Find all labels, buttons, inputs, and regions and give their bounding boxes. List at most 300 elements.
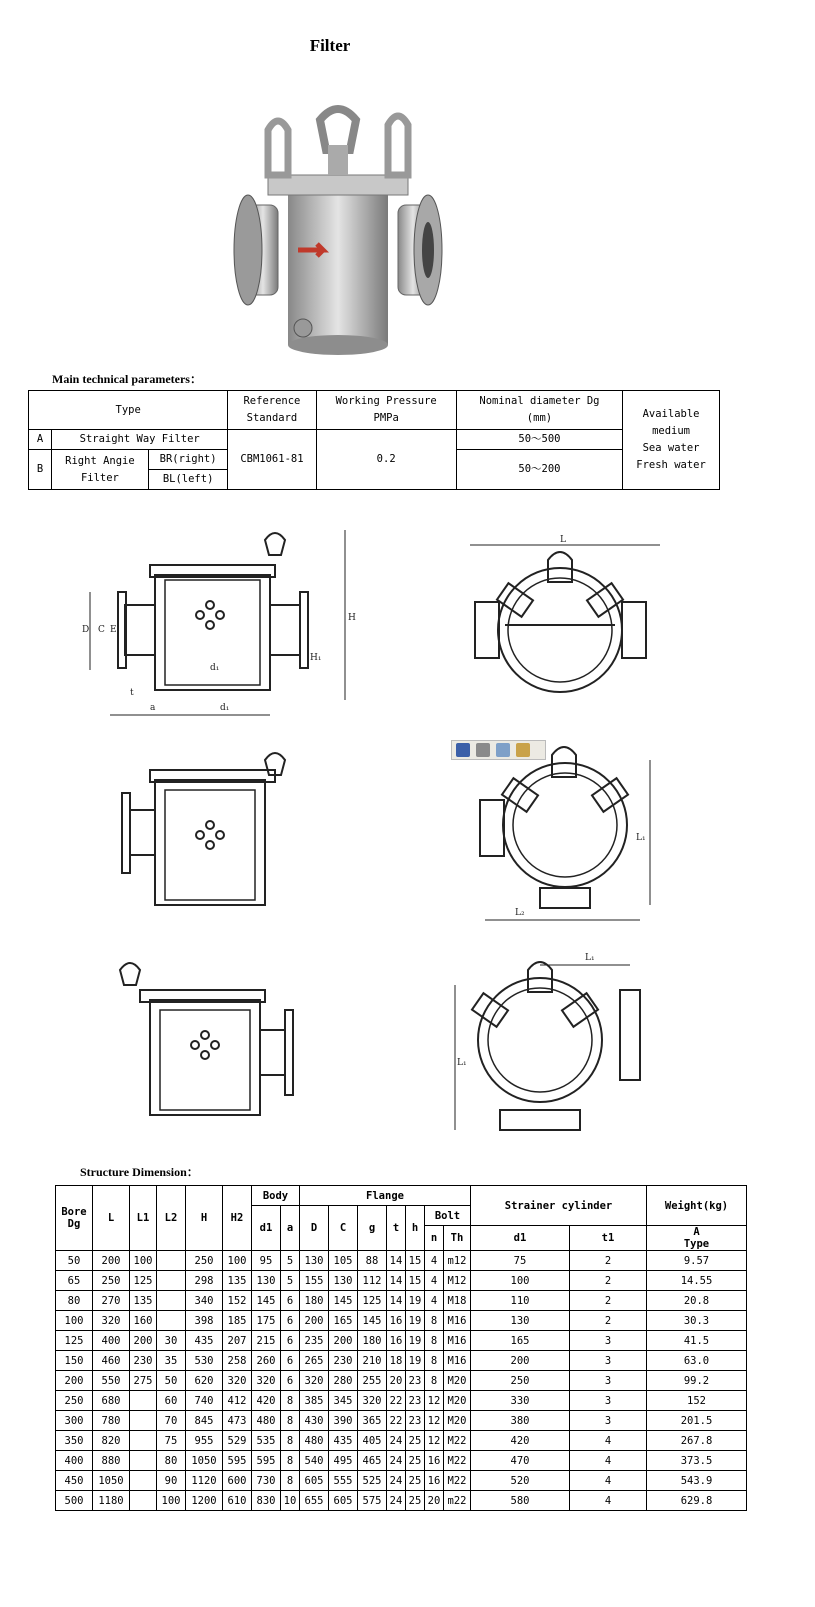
table-cell: 180 xyxy=(358,1331,387,1351)
table-cell: 95 xyxy=(252,1251,281,1271)
bolt-header: Bolt xyxy=(425,1206,471,1226)
table-cell: 820 xyxy=(93,1431,130,1451)
table-cell: 14 xyxy=(387,1271,406,1291)
table-cell: 1200 xyxy=(186,1491,223,1511)
save-icon[interactable] xyxy=(456,743,470,757)
table-cell: 450 xyxy=(56,1471,93,1491)
table-cell: 215 xyxy=(252,1331,281,1351)
table-cell: 473 xyxy=(223,1411,252,1431)
table-cell xyxy=(157,1311,186,1331)
table-cell: 280 xyxy=(329,1371,358,1391)
table-cell: 14.55 xyxy=(647,1271,747,1291)
flange-C-header: C xyxy=(329,1206,358,1251)
table-cell: 14 xyxy=(387,1251,406,1271)
table-cell: 100 xyxy=(56,1311,93,1331)
table-cell: 30.3 xyxy=(647,1311,747,1331)
table-cell: 15 xyxy=(406,1271,425,1291)
table-cell: 5 xyxy=(281,1271,300,1291)
ref-header: Reference Standard xyxy=(228,391,316,430)
table-cell: 200 xyxy=(329,1331,358,1351)
table-cell: 845 xyxy=(186,1411,223,1431)
table-cell: 19 xyxy=(406,1331,425,1351)
table-cell: 405 xyxy=(358,1431,387,1451)
table-cell: 398 xyxy=(186,1311,223,1331)
table-cell: 180 xyxy=(300,1291,329,1311)
type-header: Type xyxy=(29,391,228,430)
table-row xyxy=(56,1451,747,1471)
table-cell: 16 xyxy=(425,1451,444,1471)
table-row xyxy=(56,1291,747,1311)
table-cell: 880 xyxy=(93,1451,130,1471)
body-d1-header: d1 xyxy=(252,1206,281,1251)
table-cell: 605 xyxy=(300,1471,329,1491)
table-cell: 4 xyxy=(570,1431,647,1451)
table-cell: 780 xyxy=(93,1411,130,1431)
table-cell: 88 xyxy=(358,1251,387,1271)
type-a-header: A Type xyxy=(647,1226,747,1251)
table-cell: 3 xyxy=(570,1411,647,1431)
table-cell: 8 xyxy=(281,1411,300,1431)
wp-header: Working Pressure PMPa xyxy=(316,391,456,430)
table-cell xyxy=(130,1391,157,1411)
table-cell: 230 xyxy=(329,1351,358,1371)
table-cell: 8 xyxy=(425,1311,444,1331)
table-cell: 125 xyxy=(130,1271,157,1291)
table-cell: 130 xyxy=(252,1271,281,1291)
table-cell: 6 xyxy=(281,1331,300,1351)
body-header: Body xyxy=(252,1186,300,1206)
table-cell: 80 xyxy=(157,1451,186,1471)
table-cell: 8 xyxy=(281,1391,300,1411)
table-cell: 75 xyxy=(157,1431,186,1451)
params-label: Main technical parameters： xyxy=(52,372,202,386)
table-cell: 4 xyxy=(570,1451,647,1471)
table-cell: 25 xyxy=(406,1431,425,1451)
table-cell: 65 xyxy=(56,1271,93,1291)
table-cell: 535 xyxy=(252,1431,281,1451)
table-cell: 600 xyxy=(223,1471,252,1491)
row-b-code: B xyxy=(29,450,52,490)
table-cell: 63.0 xyxy=(647,1351,747,1371)
svg-text:t: t xyxy=(130,688,134,698)
technical-parameters-table xyxy=(28,390,720,490)
table-cell: 23 xyxy=(406,1391,425,1411)
table-cell: 275 xyxy=(130,1371,157,1391)
table-cell: 30 xyxy=(157,1331,186,1351)
table-cell xyxy=(157,1251,186,1271)
table-cell: 680 xyxy=(93,1391,130,1411)
table-cell: 250 xyxy=(186,1251,223,1271)
table-row xyxy=(56,1391,747,1411)
table-cell: 430 xyxy=(300,1411,329,1431)
table-cell: 6 xyxy=(281,1371,300,1391)
L1-header: L1 xyxy=(130,1186,157,1251)
table-cell: 400 xyxy=(56,1451,93,1471)
table-cell: 125 xyxy=(56,1331,93,1351)
table-cell: 4 xyxy=(570,1471,647,1491)
pdf-toolbar xyxy=(451,740,546,760)
table-cell: 20 xyxy=(425,1491,444,1511)
table-cell: 8 xyxy=(281,1451,300,1471)
table-row xyxy=(56,1411,747,1431)
table-cell: 201.5 xyxy=(647,1411,747,1431)
table-cell: 6 xyxy=(281,1351,300,1371)
page-title: Filter xyxy=(309,36,351,55)
table-cell: 15 xyxy=(406,1251,425,1271)
table-cell xyxy=(130,1451,157,1471)
table-cell: 390 xyxy=(329,1411,358,1431)
svg-text:H₁: H₁ xyxy=(310,653,322,663)
table-cell: 152 xyxy=(223,1291,252,1311)
table-cell: 1120 xyxy=(186,1471,223,1491)
table-cell: 320 xyxy=(223,1371,252,1391)
table-cell xyxy=(157,1291,186,1311)
table-cell: 12 xyxy=(425,1411,444,1431)
table-cell: 5 xyxy=(281,1251,300,1271)
table-cell: 520 xyxy=(471,1471,570,1491)
table-cell: m22 xyxy=(444,1491,471,1511)
ref-value: CBM1061-81 xyxy=(228,430,316,490)
row-a-dg: 50～500 xyxy=(456,430,622,450)
table-cell: 955 xyxy=(186,1431,223,1451)
table-cell: 24 xyxy=(387,1471,406,1491)
table-cell: 8 xyxy=(425,1351,444,1371)
table-cell: 99.2 xyxy=(647,1371,747,1391)
straight-filter-top-view xyxy=(460,530,670,720)
table-cell: 2 xyxy=(570,1251,647,1271)
table-cell: 320 xyxy=(358,1391,387,1411)
table-cell: 740 xyxy=(186,1391,223,1411)
table-cell: 605 xyxy=(329,1491,358,1511)
svg-text:E: E xyxy=(110,625,117,635)
table-cell: 19 xyxy=(406,1291,425,1311)
right-angle-filter-top-view-bl xyxy=(445,945,660,1140)
table-row xyxy=(56,1351,747,1371)
mail-icon[interactable] xyxy=(496,743,510,757)
table-cell: 165 xyxy=(471,1331,570,1351)
svg-text:H: H xyxy=(348,613,356,623)
table-cell: 35 xyxy=(157,1351,186,1371)
svg-text:d₁: d₁ xyxy=(220,703,230,713)
structure-dimension-table xyxy=(55,1185,747,1511)
svg-text:L₂: L₂ xyxy=(515,908,525,918)
table-cell: 550 xyxy=(93,1371,130,1391)
table-cell: 435 xyxy=(186,1331,223,1351)
table-row xyxy=(56,1311,747,1331)
table-cell: 25 xyxy=(406,1471,425,1491)
table-cell: 23 xyxy=(406,1411,425,1431)
table-cell: 25 xyxy=(406,1491,425,1511)
table-cell xyxy=(130,1471,157,1491)
table-cell: 41.5 xyxy=(647,1331,747,1351)
table-cell: 465 xyxy=(358,1451,387,1471)
table-cell: 16 xyxy=(387,1311,406,1331)
table-cell: 1050 xyxy=(186,1451,223,1471)
table-cell: 8 xyxy=(425,1331,444,1351)
table-cell: 575 xyxy=(358,1491,387,1511)
table-cell: 6 xyxy=(281,1311,300,1331)
table-cell: 3 xyxy=(570,1351,647,1371)
table-cell: 145 xyxy=(252,1291,281,1311)
row-b-name: Right Angie Filter xyxy=(52,450,149,490)
structure-label: Structure Dimension： xyxy=(80,1165,199,1179)
table-cell: 25 xyxy=(406,1451,425,1471)
table-cell xyxy=(130,1431,157,1451)
table-cell: 830 xyxy=(252,1491,281,1511)
table-row xyxy=(56,1371,747,1391)
table-cell: 730 xyxy=(252,1471,281,1491)
table-cell: 8 xyxy=(425,1371,444,1391)
table-cell: M16 xyxy=(444,1311,471,1331)
table-cell: 525 xyxy=(358,1471,387,1491)
table-row xyxy=(56,1431,747,1451)
svg-text:L₁: L₁ xyxy=(585,953,595,963)
table-cell: 100 xyxy=(223,1251,252,1271)
table-cell: 258 xyxy=(223,1351,252,1371)
strainer-d1-header: d1 xyxy=(471,1226,570,1251)
filter-photo xyxy=(228,100,453,360)
table-cell: M20 xyxy=(444,1391,471,1411)
table-cell: 3 xyxy=(570,1391,647,1411)
table-cell: 200 xyxy=(93,1251,130,1271)
table-cell: 80 xyxy=(56,1291,93,1311)
table-cell: 8 xyxy=(281,1471,300,1491)
table-cell: 230 xyxy=(130,1351,157,1371)
table-cell: 60 xyxy=(157,1391,186,1411)
wp-value: 0.2 xyxy=(316,430,456,490)
table-cell: 90 xyxy=(157,1471,186,1491)
bolt-n-header: n xyxy=(425,1226,444,1251)
table-row xyxy=(56,1271,747,1291)
table-cell: 555 xyxy=(329,1471,358,1491)
table-cell: 175 xyxy=(252,1311,281,1331)
table-cell: 200 xyxy=(130,1331,157,1351)
table-cell: 400 xyxy=(93,1331,130,1351)
table-cell: 125 xyxy=(358,1291,387,1311)
table-cell: 2 xyxy=(570,1291,647,1311)
table-cell: 12 xyxy=(425,1391,444,1411)
table-cell: 320 xyxy=(300,1371,329,1391)
table-cell: 24 xyxy=(387,1491,406,1511)
table-cell: 19 xyxy=(406,1311,425,1331)
table-cell: 3 xyxy=(570,1371,647,1391)
table-cell: 580 xyxy=(471,1491,570,1511)
bolt-th-header: Th xyxy=(444,1226,471,1251)
table-cell: 130 xyxy=(329,1271,358,1291)
table-cell: 4 xyxy=(570,1491,647,1511)
table-cell: 500 xyxy=(56,1491,93,1511)
table-cell: 135 xyxy=(130,1291,157,1311)
table-cell: 150 xyxy=(56,1351,93,1371)
row-a-name: Straight Way Filter xyxy=(52,430,228,450)
svg-text:L₁: L₁ xyxy=(457,1058,467,1068)
table-cell: 260 xyxy=(252,1351,281,1371)
table-cell: 320 xyxy=(252,1371,281,1391)
table-cell: 145 xyxy=(329,1291,358,1311)
table-cell: 112 xyxy=(358,1271,387,1291)
table-cell: 1180 xyxy=(93,1491,130,1511)
table-cell: 420 xyxy=(252,1391,281,1411)
table-cell: 135 xyxy=(223,1271,252,1291)
right-angle-filter-left-section-drawing xyxy=(110,955,310,1130)
table-cell: 412 xyxy=(223,1391,252,1411)
table-cell: 480 xyxy=(252,1411,281,1431)
table-cell: 100 xyxy=(471,1271,570,1291)
flange-h-header: h xyxy=(406,1206,425,1251)
table-cell: 130 xyxy=(300,1251,329,1271)
table-cell: 50 xyxy=(157,1371,186,1391)
table-cell: 100 xyxy=(130,1251,157,1271)
row-b-dg: 50～200 xyxy=(456,450,622,490)
table-cell xyxy=(130,1491,157,1511)
table-cell: 480 xyxy=(300,1431,329,1451)
svg-text:D: D xyxy=(82,625,90,635)
table-cell: M12 xyxy=(444,1271,471,1291)
table-cell: 380 xyxy=(471,1411,570,1431)
table-cell: 9.57 xyxy=(647,1251,747,1271)
table-cell: 152 xyxy=(647,1391,747,1411)
row-b-right: BR(right) xyxy=(148,450,228,470)
table-cell: 345 xyxy=(329,1391,358,1411)
bore-header: Bore Dg xyxy=(56,1186,93,1251)
table-cell: 540 xyxy=(300,1451,329,1471)
H-header: H xyxy=(186,1186,223,1251)
table-cell xyxy=(157,1271,186,1291)
table-cell: 207 xyxy=(223,1331,252,1351)
table-cell: 3 xyxy=(570,1331,647,1351)
table-cell: 19 xyxy=(406,1351,425,1371)
table-row xyxy=(56,1331,747,1351)
table-cell: 14 xyxy=(387,1291,406,1311)
svg-text:L₁: L₁ xyxy=(636,833,646,843)
table-cell: 165 xyxy=(329,1311,358,1331)
table-cell: 470 xyxy=(471,1451,570,1471)
folder-icon[interactable] xyxy=(516,743,530,757)
table-cell: 655 xyxy=(300,1491,329,1511)
flange-g-header: g xyxy=(358,1206,387,1251)
table-cell: 145 xyxy=(358,1311,387,1331)
svg-text:d₁: d₁ xyxy=(210,663,220,673)
right-angle-filter-top-view-br xyxy=(440,740,670,935)
table-cell: m12 xyxy=(444,1251,471,1271)
print-icon[interactable] xyxy=(476,743,490,757)
table-cell: 250 xyxy=(471,1371,570,1391)
svg-text:a: a xyxy=(150,703,156,713)
table-cell: 330 xyxy=(471,1391,570,1411)
table-cell: 2 xyxy=(570,1271,647,1291)
table-cell: 24 xyxy=(387,1431,406,1451)
H2-header: H2 xyxy=(223,1186,252,1251)
flange-header: Flange xyxy=(300,1186,471,1206)
table-row xyxy=(56,1471,747,1491)
table-cell: 365 xyxy=(358,1411,387,1431)
table-cell: 420 xyxy=(471,1431,570,1451)
table-cell: M20 xyxy=(444,1371,471,1391)
table-cell: 620 xyxy=(186,1371,223,1391)
table-cell: 350 xyxy=(56,1431,93,1451)
straight-filter-section-drawing xyxy=(70,520,370,730)
table-cell: 8 xyxy=(281,1431,300,1451)
weight-header: Weight(kg) xyxy=(647,1186,747,1226)
table-cell: 4 xyxy=(425,1251,444,1271)
table-cell: 300 xyxy=(56,1411,93,1431)
table-cell: 270 xyxy=(93,1291,130,1311)
nd-header: Nominal diameter Dg (mm) xyxy=(456,391,622,430)
table-row xyxy=(56,1251,747,1271)
table-cell: M16 xyxy=(444,1351,471,1371)
svg-text:C: C xyxy=(98,625,105,635)
table-cell: 155 xyxy=(300,1271,329,1291)
table-cell: 105 xyxy=(329,1251,358,1271)
medium-cell: Available medium Sea water Fresh water xyxy=(623,391,720,490)
table-cell: 385 xyxy=(300,1391,329,1411)
L-header: L xyxy=(93,1186,130,1251)
table-cell: M18 xyxy=(444,1291,471,1311)
table-cell: 75 xyxy=(471,1251,570,1271)
table-cell: 110 xyxy=(471,1291,570,1311)
body-a-header: a xyxy=(281,1206,300,1251)
table-cell: 629.8 xyxy=(647,1491,747,1511)
table-cell: 20.8 xyxy=(647,1291,747,1311)
table-cell: 373.5 xyxy=(647,1451,747,1471)
table-cell: 200 xyxy=(56,1371,93,1391)
right-angle-filter-section-drawing xyxy=(110,745,300,915)
table-cell: M22 xyxy=(444,1451,471,1471)
row-a-code: A xyxy=(29,430,52,450)
table-cell: 610 xyxy=(223,1491,252,1511)
table-cell: 4 xyxy=(425,1291,444,1311)
table-cell: 10 xyxy=(281,1491,300,1511)
table-cell: 340 xyxy=(186,1291,223,1311)
table-cell: 495 xyxy=(329,1451,358,1471)
table-cell: 320 xyxy=(93,1311,130,1331)
table-cell: 298 xyxy=(186,1271,223,1291)
table-cell: 18 xyxy=(387,1351,406,1371)
table-cell: 100 xyxy=(157,1491,186,1511)
table-cell: 160 xyxy=(130,1311,157,1331)
svg-text:L: L xyxy=(560,535,566,545)
table-cell: 435 xyxy=(329,1431,358,1451)
table-cell: 24 xyxy=(387,1451,406,1471)
L2-header: L2 xyxy=(157,1186,186,1251)
flange-t-header: t xyxy=(387,1206,406,1251)
flange-D-header: D xyxy=(300,1206,329,1251)
table-cell: M16 xyxy=(444,1331,471,1351)
table-cell: 255 xyxy=(358,1371,387,1391)
table-cell: 530 xyxy=(186,1351,223,1371)
table-cell: 22 xyxy=(387,1411,406,1431)
table-cell: 12 xyxy=(425,1431,444,1451)
table-cell: 4 xyxy=(425,1271,444,1291)
table-cell: 250 xyxy=(93,1271,130,1291)
table-cell: 6 xyxy=(281,1291,300,1311)
dimension-rows xyxy=(56,1251,747,1511)
table-cell: 543.9 xyxy=(647,1471,747,1491)
row-b-left: BL(left) xyxy=(148,470,228,490)
table-cell: 265 xyxy=(300,1351,329,1371)
table-cell: 16 xyxy=(425,1471,444,1491)
table-cell: 250 xyxy=(56,1391,93,1411)
strainer-t1-header: t1 xyxy=(570,1226,647,1251)
table-cell: 22 xyxy=(387,1391,406,1411)
table-cell: 460 xyxy=(93,1351,130,1371)
table-cell xyxy=(130,1411,157,1431)
table-cell: 185 xyxy=(223,1311,252,1331)
table-cell: 200 xyxy=(471,1351,570,1371)
table-cell: 23 xyxy=(406,1371,425,1391)
table-cell: 2 xyxy=(570,1311,647,1331)
table-cell: 210 xyxy=(358,1351,387,1371)
